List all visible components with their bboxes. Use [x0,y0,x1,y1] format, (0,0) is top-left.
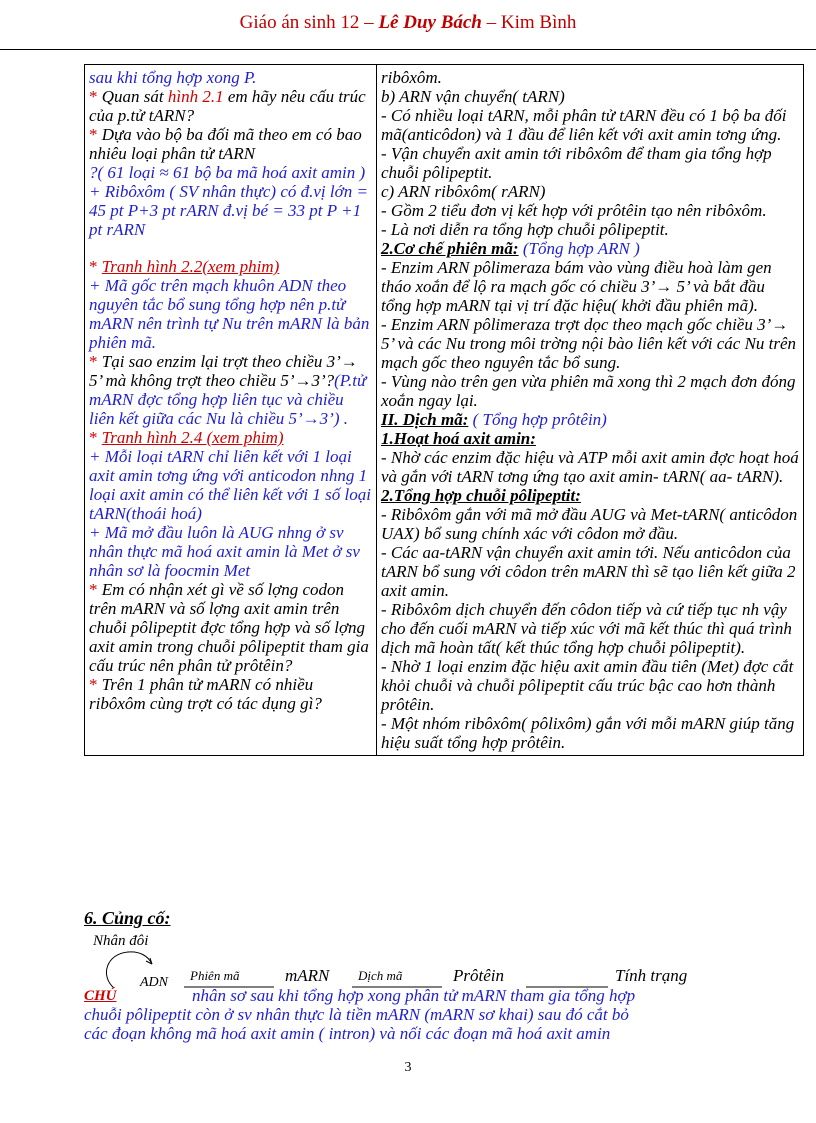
consolidation-title: 6. Củng cố: [84,908,171,928]
left-answer: + Ribôxôm ( SV nhân thực) có đ.vị lớn = 45 pt P+3 pt rARN đ.vị bé = 33 pt P +1 pt rARN [89,182,368,239]
left-line: sau khi tổng hợp xong P. [89,68,257,87]
right-line: - Ribôxôm dịch chuyển đến côdon tiếp và cứ tiếp tục nh vậy cho đến cuối mARN và tiếp xúc với mã kết thúc thì quá trình dịch mã hoàn tất( kết thúc tổng hợp chuỗi pôlipeptit). [381,600,792,657]
left-question: * Em có nhận xét gì về số lợng codon trên mARN và số lợng axit amin trên chuỗi pôlipeptit đợc tổng hợp và số lợng axit amin trong chuỗi pôlipeptit tham gia cấu trúc nên phân tử prôtêin? [89,580,369,675]
star-icon: * [89,257,98,276]
right-line: - Các aa-tARN vận chuyển axit amin tới. Nếu anticôdon của tARN bổ sung với côdon trên mARN thì sẽ tạo liên kết giữa 2 axit amin. [381,543,796,600]
lesson-table [84,64,804,756]
star-icon: * [89,125,98,144]
section-heading: II. Dịch mã: ( Tổng hợp prôtêin) [381,410,607,429]
left-answer: + Mã gốc trên mạch khuôn ADN theo nguyên tắc bổ sung tổng hợp nên p.tử mARN nên trình tự Nu trên mARN là bản phiên mã. [89,276,370,352]
right-line: - Gồm 2 tiểu đơn vị kết hợp với prôtêin tạo nên ribôxôm. [381,201,767,220]
left-figure-note: * Tranh hình 2.4 (xem phim) [89,428,284,447]
figure-reference: hình 2.1 [167,87,224,106]
note-line: nhân sơ sau khi tổng hợp xong phân tử mARN tham gia tổng hợp [192,986,636,1005]
adn-label: ADN [140,975,168,990]
left-figure-note: * Tranh hình 2.2(xem phim) [89,257,280,276]
right-line: - Vận chuyển axit amin tới ribôxôm để tham gia tổng hợp chuỗi pôlipeptit. [381,144,772,182]
left-answer: + Mỗi loại tARN chỉ liên kết với 1 loại axit amin tơng ứng với anticodon nhng 1 loại axit amin có thể liên kết với 1 số loại tARN(thoái hoá) [89,447,371,523]
star-icon: * [89,87,98,106]
left-answer: ?( 61 loại ≈ 61 bộ ba mã hoá axit amin ) [89,163,366,182]
right-line: - Một nhóm ribôxôm( pôlixôm) gắn với mỗi mARN giúp tăng hiệu suất tổng hợp prôtêin. [381,714,795,752]
left-answer: + Mã mở đầu luôn là AUG nhng ở sv nhân thực mã hoá axit amin là Met ở sv nhân sơ là foocmin Met [89,523,360,580]
left-question: * Trên 1 phân tử mARN có nhiều ribôxôm cùng trợt có tác dụng gì? [89,675,322,713]
right-line: - Nhờ 1 loại enzim đặc hiệu axit amin đầu tiên (Met) đợc cắt khỏi chuỗi và chuỗi pôlipeptit cấu trúc bậc cao hơn thành prôtêin. [381,657,794,714]
note-label: CHÚ [84,988,117,1004]
right-line: - Enzim ARN pôlimeraza trợt dọc theo mạch gốc chiều 3’→ 5’ và các Nu trong môi trờng nội bào liên kết với các Nu trên mạch gốc theo nguyên tắc bổ sung. [381,315,797,372]
note-line: các đoạn không mã hoá axit amin ( intron) và nối các đoạn mã hoá axit amin [84,1024,611,1043]
teacher-activity-column [85,65,377,756]
page-header [0,12,816,34]
note-line: chuỗi pôlipeptit còn ở sv nhân thực là tiền mARN (mARN sơ khai) sau đó cắt bỏ [84,1005,629,1024]
star-icon: * [89,428,98,447]
note-paragraph [84,986,774,1043]
replication-label: Nhân đôi [93,933,149,949]
right-line: - Nhờ các enzim đặc hiệu và ATP mỗi axit amin đợc hoạt hoá và gắn với tARN tơng ứng tạo axit amin- tARN( aa- tARN). [381,448,799,486]
section-heading: 2.Cơ chế phiên mã: (Tổng hợp ARN ) [381,239,640,258]
star-icon: * [89,675,98,694]
content-column [377,65,804,756]
page-number: 3 [404,1060,412,1075]
left-question: * Quan sát hình 2.1 em hãy nêu cấu trúc của p.tử tARN? [89,87,366,125]
translation-label: Dịch mã [358,968,403,983]
subheading: c) ARN ribôxôm( rARN) [381,182,546,201]
star-icon: * [89,580,98,599]
right-line: - Là nơi diễn ra tổng hợp chuỗi pôlipeptit. [381,220,669,239]
section-heading: 1.Hoạt hoá axit amin: [381,429,536,448]
header-suffix: – Kim Bình [481,12,577,33]
right-line: ribôxôm. [381,68,442,87]
header-prefix: Giáo án sinh 12 – [239,12,379,33]
protein-label: Prôtêin [453,966,504,985]
header-rule [0,49,816,50]
header-author: Lê Duy Bách [378,12,482,33]
star-icon: * [89,352,98,371]
right-line: - Vùng nào trên gen vừa phiên mã xong thì 2 mạch đơn đóng xoắn ngay lại. [381,372,796,410]
transcription-label: Phiên mã [190,968,240,983]
marn-label: mARN [285,966,330,985]
left-question: * Dựa vào bộ ba đối mã theo em có bao nhiêu loại phân tử tARN [89,125,362,163]
subheading: b) ARN vận chuyển( tARN) [381,87,565,106]
right-line: - Enzim ARN pôlimeraza bám vào vùng điều hoà làm gen tháo xoắn để lộ ra mạch gốc có chiều 3’→ 5’ và bắt đầu tổng hợp mARN tại vị trí đặc hiệu( khởi đầu phiên mã). [381,258,772,315]
section-heading: 2.Tổng hợp chuỗi pôlipeptit: [381,486,581,505]
right-line: - Có nhiều loại tARN, mỗi phân tử tARN đều có 1 bộ ba đối mã(anticôdon) và 1 đầu để liên kết với axit amin tơng ứng. [381,106,787,144]
left-question: * Tại sao enzim lại trợt theo chiều 3’→ 5’ mà không trợt theo chiều 5’→3’?(P.tử mARN đợc tổng hợp liên tục và chiều liên kết giữa các Nu là chiều 5’→3’) . [89,352,367,428]
trait-label: Tính trạng [615,966,688,985]
right-line: - Ribôxôm gắn với mã mở đầu AUG và Met-tARN( anticôdon UAX) bổ sung chính xác với côdon mở đầu. [381,505,798,543]
